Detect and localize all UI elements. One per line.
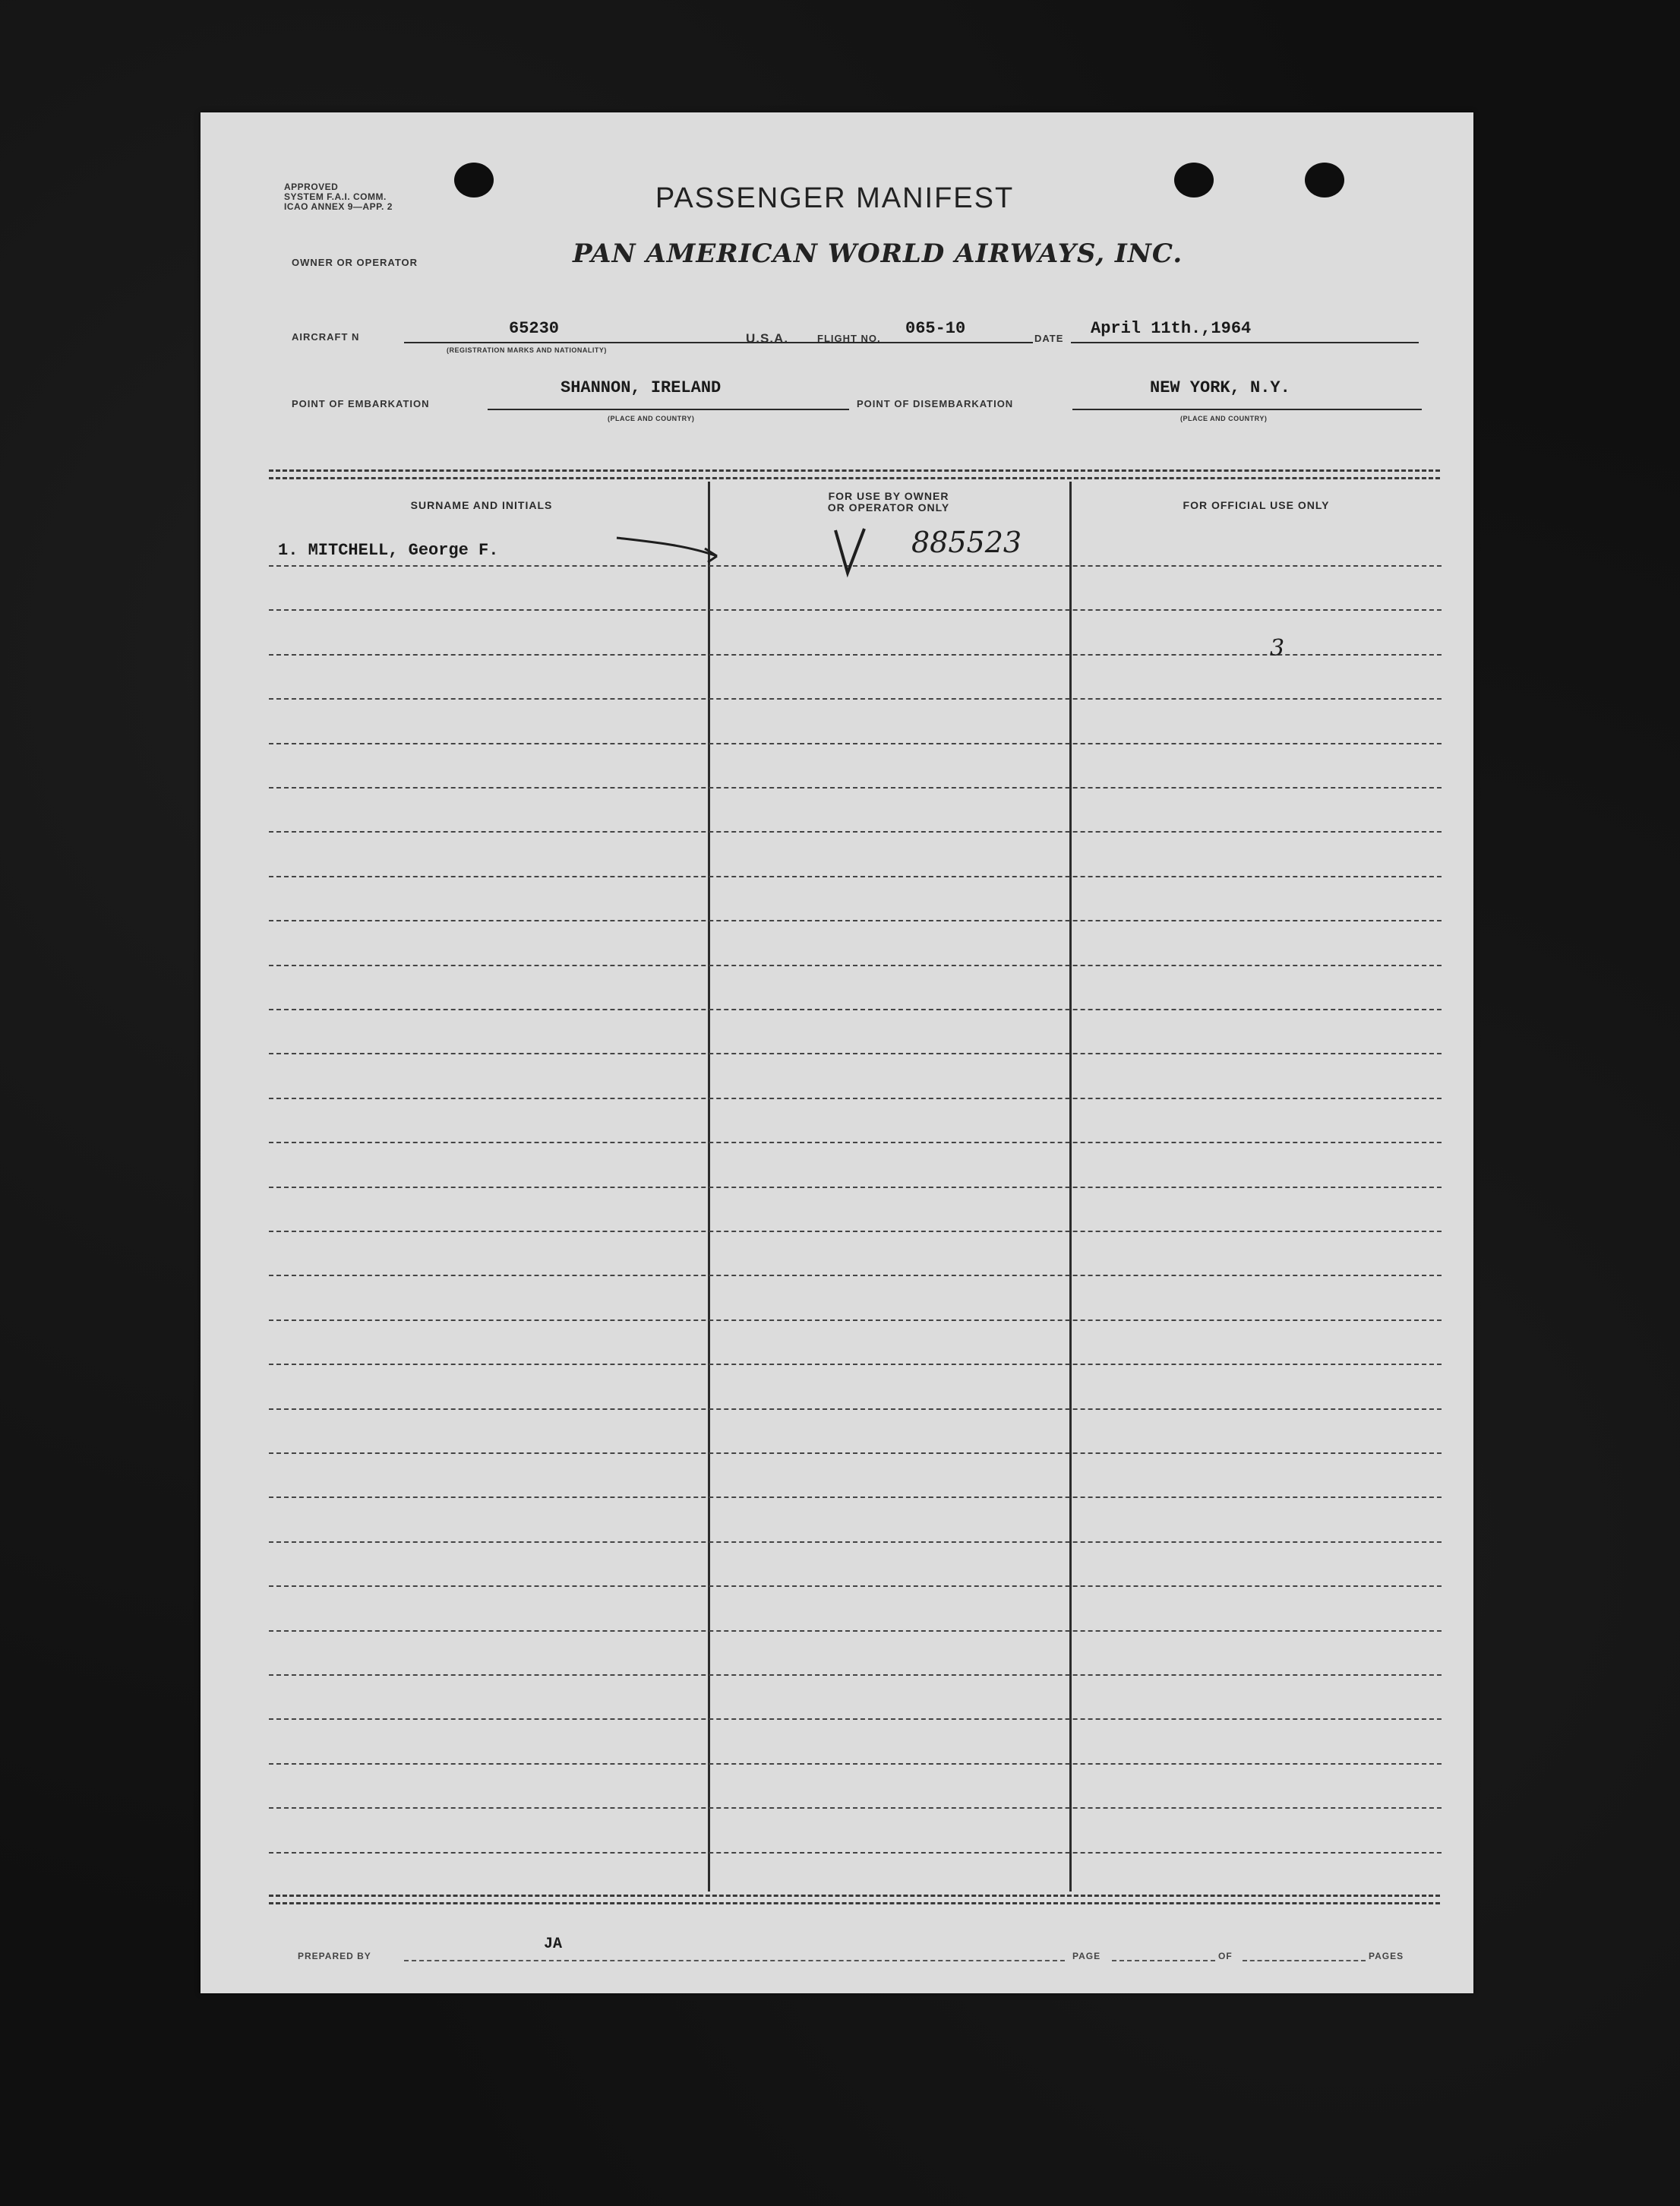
embarkation-line — [488, 409, 849, 410]
row-line — [269, 1142, 1442, 1143]
handwritten-checkmark-icon — [611, 523, 945, 583]
row-line — [269, 1674, 1442, 1676]
row-line — [269, 831, 1442, 833]
flight-line — [889, 342, 1033, 343]
row-line — [269, 1275, 1442, 1276]
nationality: U.S.A. — [746, 331, 789, 346]
disembarkation-label: POINT OF DISEMBARKATION — [857, 398, 1014, 409]
page-line — [1112, 1960, 1215, 1961]
col-header-official: FOR OFFICIAL USE ONLY — [1183, 499, 1330, 511]
owner-value: PAN AMERICAN WORLD AIRWAYS, INC. — [573, 239, 1183, 269]
header-rule — [269, 469, 1440, 472]
row-line — [269, 1585, 1442, 1587]
disembarkation-caption: (PLACE AND COUNTRY) — [1180, 415, 1268, 422]
prepared-line — [404, 1960, 1065, 1961]
of-label: OF — [1218, 1951, 1233, 1961]
flight-value: 065-10 — [905, 319, 966, 338]
row-line — [269, 876, 1442, 877]
row-line — [269, 1231, 1442, 1232]
form-title: PASSENGER MANIFEST — [655, 182, 1015, 214]
date-line — [1071, 342, 1419, 343]
row-line — [269, 1364, 1442, 1365]
disembarkation-line — [1072, 409, 1422, 410]
row-line — [269, 1187, 1442, 1188]
page-label: PAGE — [1072, 1951, 1101, 1961]
row-line — [269, 1718, 1442, 1720]
manifest-sheet — [201, 112, 1473, 1993]
row-line — [269, 1053, 1442, 1054]
row-line — [269, 1009, 1442, 1010]
col-header-surname: SURNAME AND INITIALS — [410, 499, 553, 511]
passenger-name: 1. MITCHELL, George F. — [278, 541, 499, 560]
row-line — [269, 743, 1442, 744]
row-line — [269, 920, 1442, 921]
prepared-label: PREPARED BY — [298, 1951, 371, 1961]
row-line — [269, 1807, 1442, 1809]
row-line — [269, 1541, 1442, 1543]
row-line — [269, 609, 1442, 611]
flight-label: FLIGHT NO. — [817, 333, 881, 344]
row-line — [269, 1630, 1442, 1632]
aircraft-caption: (REGISTRATION MARKS AND NATIONALITY) — [447, 346, 607, 354]
aircraft-label: AIRCRAFT N — [292, 331, 360, 343]
embarkation-label: POINT OF EMBARKATION — [292, 398, 430, 409]
row-line — [269, 1098, 1442, 1099]
footer-rule — [269, 1902, 1440, 1904]
row-line — [269, 1408, 1442, 1410]
header-rule — [269, 477, 1440, 479]
row-line — [269, 1452, 1442, 1454]
embarkation-caption: (PLACE AND COUNTRY) — [608, 415, 695, 422]
row-line — [269, 1852, 1442, 1854]
of-line — [1243, 1960, 1366, 1961]
operator-note: 885523 — [911, 526, 1022, 559]
pages-label: PAGES — [1369, 1951, 1404, 1961]
aircraft-value: 65230 — [509, 319, 560, 338]
date-label: DATE — [1034, 333, 1064, 344]
row-line — [269, 1319, 1442, 1321]
date-value: April 11th.,1964 — [1091, 319, 1252, 338]
owner-label: OWNER OR OPERATOR — [292, 257, 418, 268]
row-line — [269, 698, 1442, 700]
row-line — [269, 654, 1442, 656]
row-line — [269, 787, 1442, 789]
row-line — [269, 1496, 1442, 1498]
embarkation-value: SHANNON, IRELAND — [561, 378, 722, 397]
disembarkation-value: NEW YORK, N.Y. — [1150, 378, 1290, 397]
col-header-operator: FOR USE BY OWNER OR OPERATOR ONLY — [827, 490, 950, 514]
footer-rule — [269, 1895, 1440, 1897]
row-line — [269, 965, 1442, 966]
prepared-value: JA — [544, 1936, 563, 1953]
margin-mark: 3 — [1270, 635, 1285, 662]
row-line — [269, 1763, 1442, 1765]
approval-note: APPROVED SYSTEM F.A.I. COMM. ICAO ANNEX 9—APP. 2 — [284, 182, 393, 212]
